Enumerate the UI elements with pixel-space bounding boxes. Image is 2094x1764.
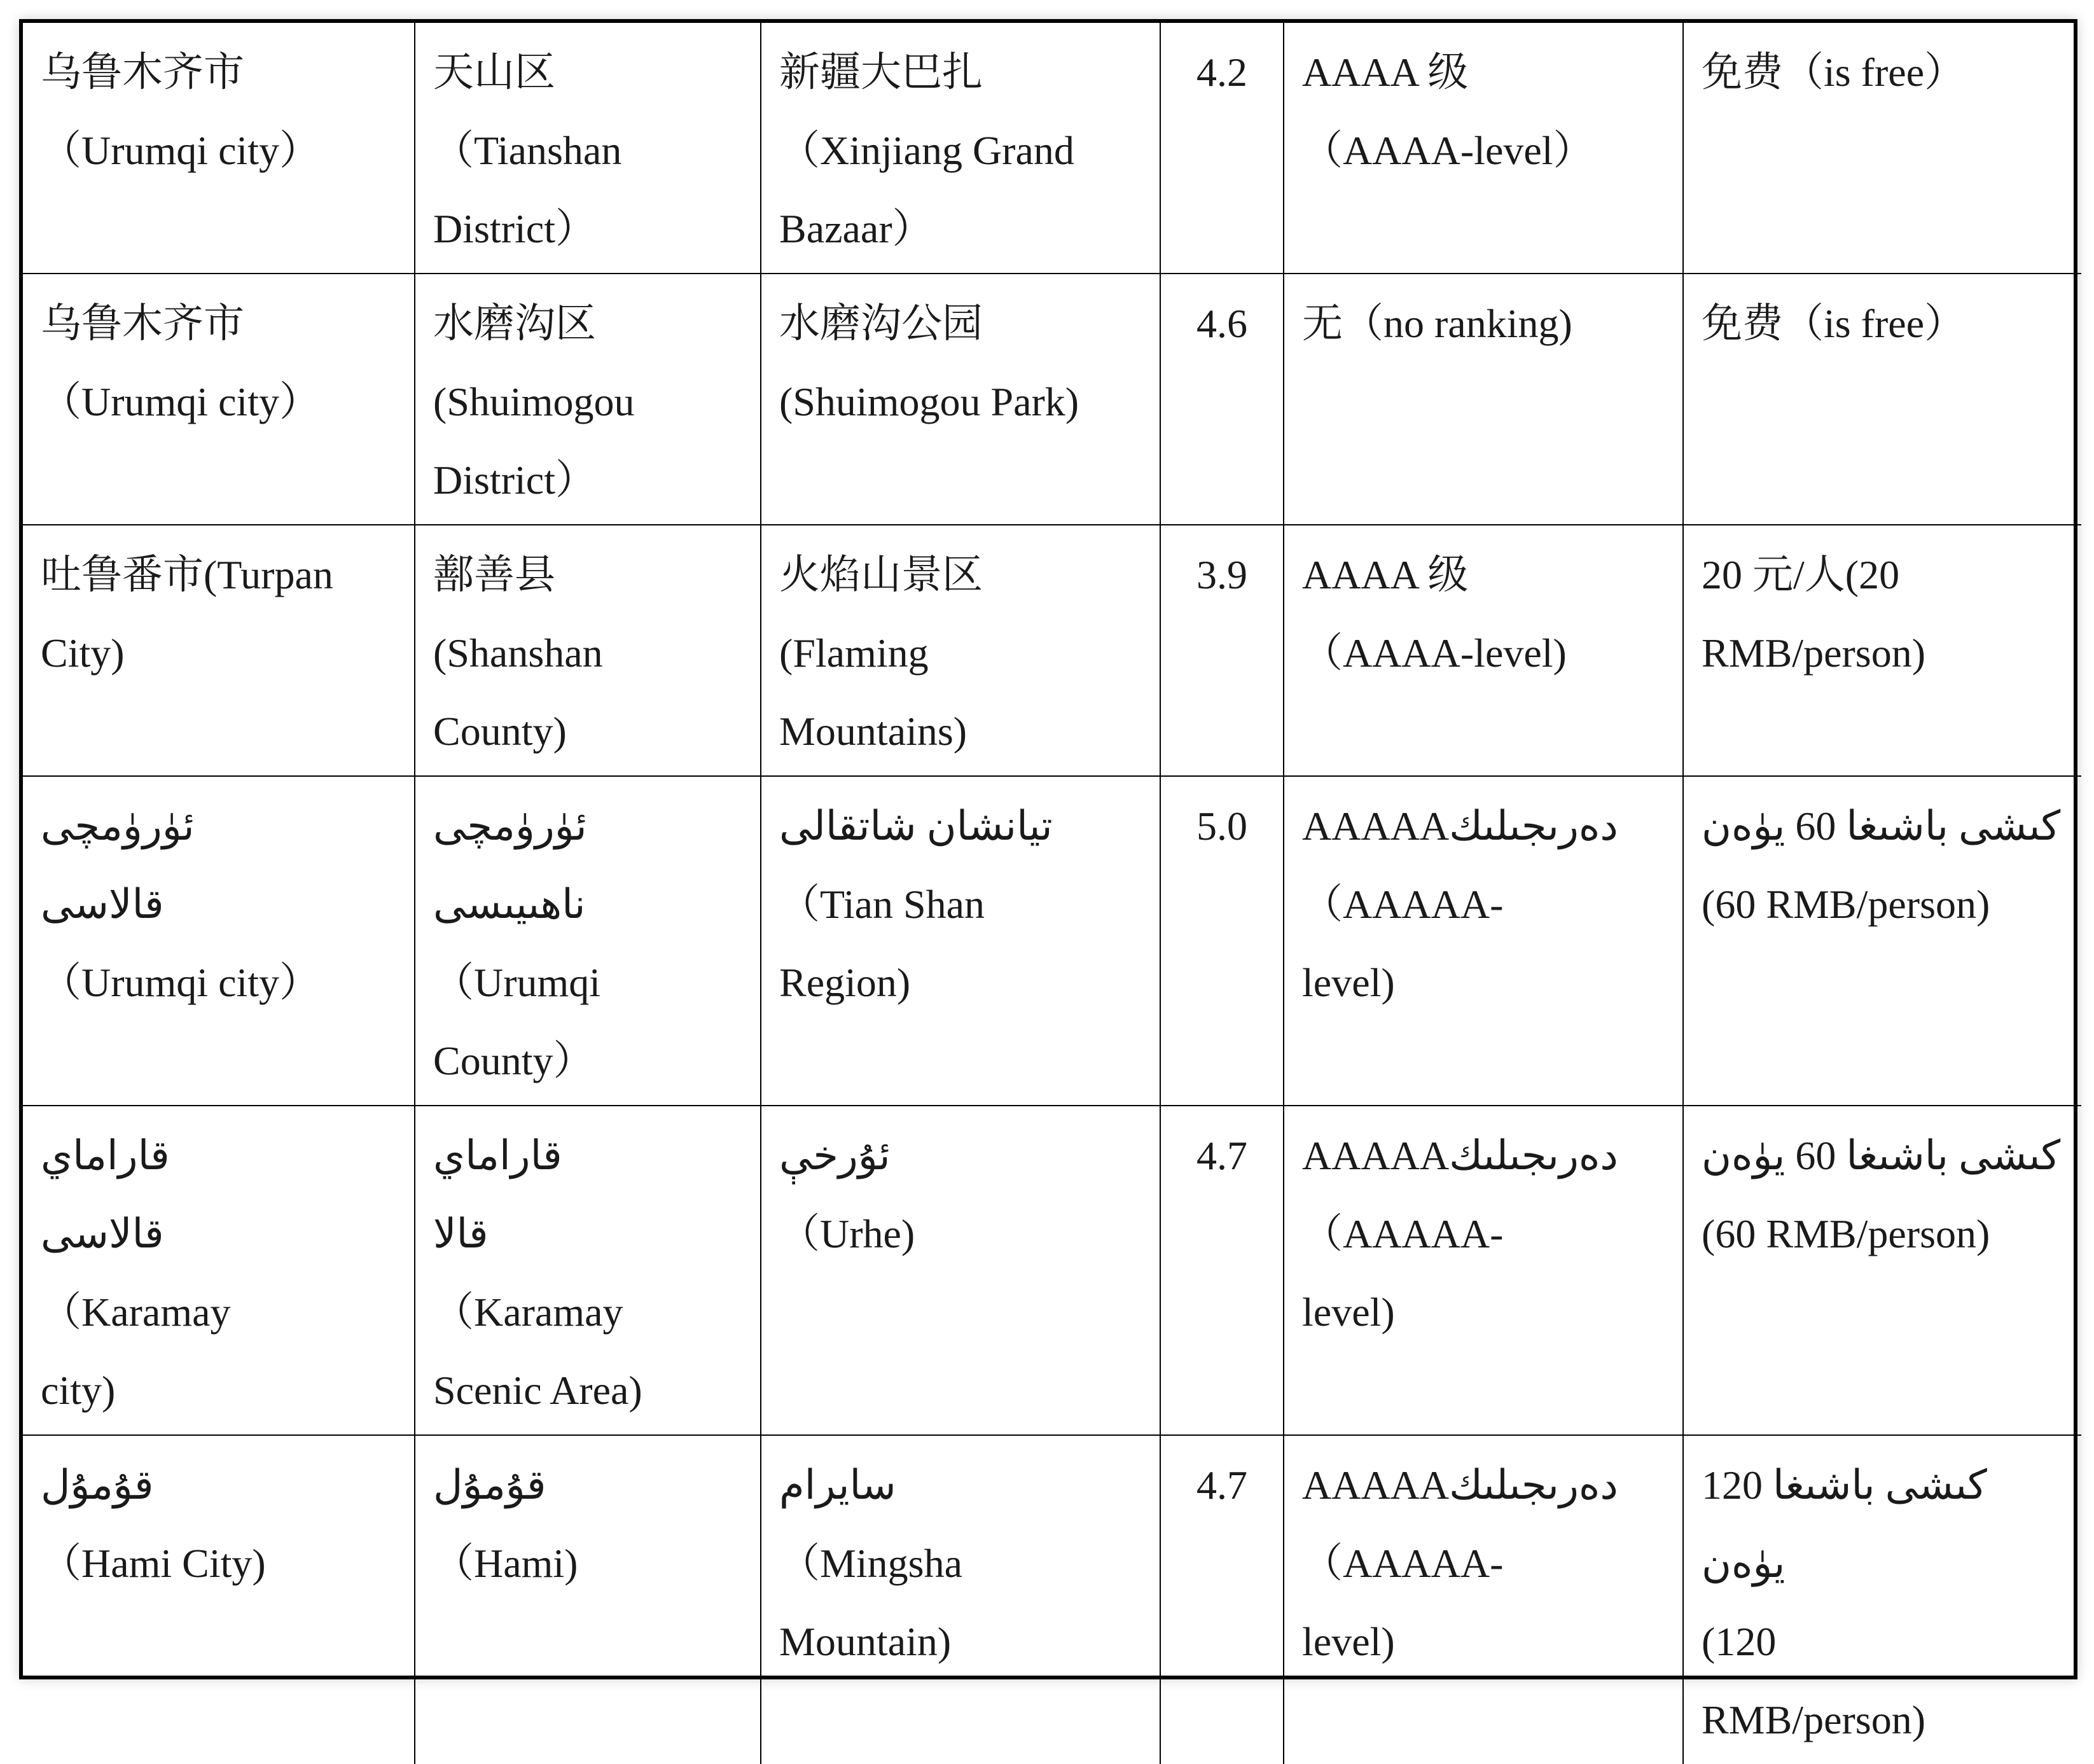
cell-city (23, 1435, 415, 1764)
cell-line: （Urumqi city） (41, 379, 321, 424)
cell-line: (120 (1702, 1619, 1777, 1664)
cell-price (1683, 274, 2081, 525)
cell-line: AAAA 级 (1302, 50, 1469, 95)
cell-line: (60 RMB/person) (1702, 1211, 1990, 1256)
cell-line: （Hami City) (41, 1541, 266, 1586)
cell-line: （Urhe) (779, 1211, 915, 1256)
cell-line: قاراماي (41, 1133, 170, 1178)
table-row (23, 776, 2081, 1106)
cell-district (415, 525, 761, 776)
cell-line: Mountains) (779, 709, 967, 754)
cell-line: ئۈرۈمچى (41, 803, 195, 849)
cell-level (1284, 1106, 1683, 1435)
cell-rating (1160, 1435, 1284, 1764)
cell-line: Region) (779, 960, 911, 1005)
cell-line: 水磨沟公园 (779, 301, 983, 346)
cell-line: قالاسى (41, 1211, 164, 1256)
cell-price (1683, 1435, 2081, 1764)
cell-city (23, 23, 415, 274)
cell-line: County) (433, 709, 567, 754)
table-row (23, 274, 2081, 525)
cell-line: level) (1302, 1619, 1395, 1664)
cell-city (23, 525, 415, 776)
cell-line: （Urumqi (433, 960, 601, 1005)
cell-line: 4.2 (1196, 50, 1247, 95)
cell-line: كىشى باشىغا 60 يۈەن (1702, 1133, 2061, 1178)
cell-line: (Flaming (779, 630, 929, 676)
cell-line: 3.9 (1196, 552, 1247, 597)
cell-line: 乌鲁木齐市 (41, 50, 244, 95)
cell-district (415, 23, 761, 274)
cell-line: County） (433, 1038, 594, 1083)
cell-attraction (761, 525, 1160, 776)
cell-line: 4.7 (1196, 1133, 1247, 1178)
cell-line: قاراماي (433, 1133, 562, 1178)
cell-line: （Tianshan (433, 128, 622, 173)
cell-district (415, 1106, 761, 1435)
cell-line: Scenic Area) (433, 1368, 642, 1413)
cell-attraction (761, 23, 1160, 274)
cell-line: Mountain) (779, 1619, 952, 1664)
cell-line: 吐鲁番市(Turpan (41, 552, 333, 597)
cell-level (1284, 776, 1683, 1106)
cell-line: （Karamay (433, 1289, 623, 1335)
cell-line: （Karamay (41, 1289, 231, 1335)
cell-line: كىشى باشىغا 60 يۈەن (1702, 803, 2061, 849)
cell-price (1683, 23, 2081, 274)
cell-line: قالا (433, 1211, 489, 1256)
cell-district (415, 776, 761, 1106)
cell-rating (1160, 274, 1284, 525)
cell-line: ئۇرخې (779, 1133, 891, 1178)
cell-line: Bazaar） (779, 206, 933, 251)
table-row (23, 23, 2081, 274)
cell-line: (Shanshan (433, 630, 603, 676)
table-row (23, 1435, 2081, 1764)
cell-line: قۇمۇل (433, 1462, 546, 1508)
cell-line: 20 元/人(20 (1702, 552, 1900, 597)
cell-level (1284, 274, 1683, 525)
cell-line: يۈەن (1702, 1541, 1785, 1586)
cell-line: (Shuimogou (433, 379, 635, 424)
cell-line: （Urumqi city） (41, 128, 321, 173)
cell-price (1683, 525, 2081, 776)
attractions-table-frame (19, 19, 2077, 1742)
cell-line: 水磨沟区 (433, 301, 596, 346)
cell-line: level) (1302, 1289, 1395, 1335)
cell-price (1683, 776, 2081, 1106)
cell-line: 乌鲁木齐市 (41, 301, 244, 346)
cell-line: تيانشان شاتقالى (779, 803, 1053, 849)
cell-line: （Xinjiang Grand (779, 128, 1074, 173)
cell-line: سايرام (779, 1462, 896, 1508)
cell-rating (1160, 23, 1284, 274)
cell-price (1683, 1106, 2081, 1435)
cell-level (1284, 23, 1683, 274)
cell-line: District） (433, 206, 596, 251)
cell-line: 免费（is free） (1702, 50, 1966, 95)
cell-level (1284, 1435, 1683, 1764)
cell-line: (60 RMB/person) (1702, 882, 1990, 927)
cell-district (415, 274, 761, 525)
cell-rating (1160, 776, 1284, 1106)
cell-line: 鄯善县 (433, 552, 555, 597)
cell-line: （AAAAA- (1302, 882, 1504, 927)
cell-city (23, 274, 415, 525)
attractions-table (23, 23, 2081, 1764)
cell-line: level) (1302, 960, 1395, 1005)
cell-attraction (761, 776, 1160, 1106)
cell-city (23, 1106, 415, 1435)
cell-line: AAAAAدەرىجىلىك (1302, 803, 1618, 849)
table-body (23, 23, 2081, 1764)
cell-level (1284, 525, 1683, 776)
cell-line: RMB/person) (1702, 630, 1925, 676)
cell-attraction (761, 1106, 1160, 1435)
cell-line: 新疆大巴扎 (779, 50, 983, 95)
cell-line: 4.7 (1196, 1462, 1247, 1508)
cell-line: 4.6 (1196, 301, 1247, 346)
cell-line: AAAAAدەرىجىلىك (1302, 1133, 1618, 1178)
cell-line: （Tian Shan (779, 882, 985, 927)
cell-line: （AAAAA- (1302, 1211, 1504, 1256)
cell-line: قۇمۇل (41, 1462, 154, 1508)
cell-line: 天山区 (433, 50, 555, 95)
cell-line: city) (41, 1368, 116, 1413)
cell-line: 无（no ranking) (1302, 301, 1572, 346)
table-row (23, 1106, 2081, 1435)
cell-attraction (761, 1435, 1160, 1764)
cell-line: AAAAAدەرىجىلىك (1302, 1462, 1618, 1508)
cell-line: RMB/person) (1702, 1697, 1925, 1742)
cell-line: AAAA 级 (1302, 552, 1469, 597)
cell-line: كىشى باشىغا 120 (1702, 1462, 1987, 1508)
cell-line: （Mingsha (779, 1541, 962, 1586)
cell-line: ناھىيىسى (433, 882, 586, 927)
cell-line: قالاسى (41, 882, 164, 927)
cell-attraction (761, 274, 1160, 525)
cell-line: （AAAA-level) (1302, 630, 1567, 676)
cell-line: (Shuimogou Park) (779, 379, 1079, 424)
cell-line: （Hami) (433, 1541, 578, 1586)
cell-line: （AAAA-level） (1302, 128, 1594, 173)
cell-line: 5.0 (1196, 803, 1247, 849)
cell-line: District） (433, 457, 596, 503)
cell-rating (1160, 1106, 1284, 1435)
cell-district (415, 1435, 761, 1764)
cell-line: （AAAAA- (1302, 1541, 1504, 1586)
cell-line: （Urumqi city） (41, 960, 321, 1005)
cell-line: 火焰山景区 (779, 552, 983, 597)
cell-rating (1160, 525, 1284, 776)
cell-line: 免费（is free） (1702, 301, 1966, 346)
table-row (23, 525, 2081, 776)
cell-line: ئۈرۈمچى (433, 803, 587, 849)
cell-line: City) (41, 630, 125, 676)
cell-city (23, 776, 415, 1106)
